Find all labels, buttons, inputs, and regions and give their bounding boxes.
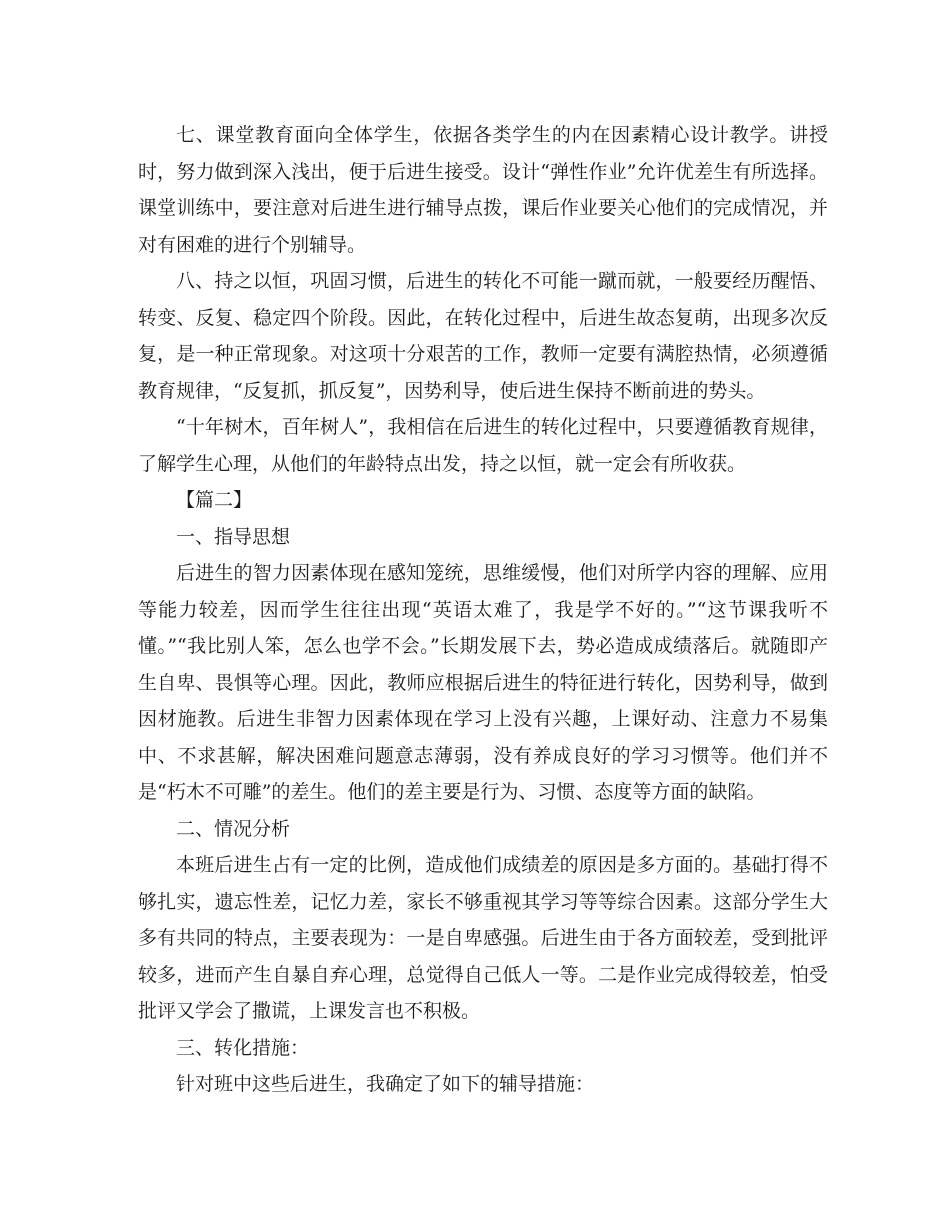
paragraph-closing: “十年树木，百年树人”，我相信在后进生的转化过程中，只要遵循教育规律，了解学生心理，从他们的年龄特点出发，持之以恒，就一定会有所收获。 <box>138 416 828 475</box>
paragraph-situation-analysis: 本班后进生占有一定的比例，造成他们成绩差的原因是多方面的。基础打得不够扎实，遗忘性差，记忆力差，家长不够重视其学习等等综合因素。这部分学生大多有共同的特点，主要表现为：一是自卑感强。后进生由于各方面较差，受到批评较多，进而产生自暴自弃心理，总觉得自己低人一等。二是作业完成得较差，怕受批评又学会了撒谎，上课发言也不积极。 <box>138 854 828 1022</box>
paragraph-seven: 七、课堂教育面向全体学生，依据各类学生的内在因素精心设计教学。讲授时，努力做到深入浅出，便于后进生接受。设计“弹性作业”允许优差生有所选择。课堂训练中，要注意对后进生进行辅导点拨，课后作业要关心他们的完成情况，并对有困难的进行个别辅导。 <box>138 124 828 256</box>
paragraph-measures-intro: 针对班中这些后进生，我确定了如下的辅导措施： <box>176 1073 595 1095</box>
heading-conversion-measures: 三、转化措施： <box>176 1036 310 1059</box>
document-body <box>138 117 828 1103</box>
heading-situation-analysis: 二、情况分析 <box>176 817 291 840</box>
paragraph-guiding-ideology: 后进生的智力因素体现在感知笼统，思维缓慢，他们对所学内容的理解、应用等能力较差，因而学生往往出现“英语太难了，我是学不好的。”“这节课我听不懂。”“我比别人笨，怎么也学不会。”长期发展下去，势必造成成绩落后。就随即产生自卑、畏惧等心理。因此，教师应根据后进生的特征进行转化，因势利导，做到因材施教。后进生非智力因素体现在学习上没有兴趣，上课好动、注意力不易集中、不求甚解，解决困难问题意志薄弱，没有养成良好的学习习惯等。他们并不是“朽木不可雕”的差生。他们的差主要是行为、习惯、态度等方面的缺陷。 <box>138 562 828 803</box>
section-title-part-two: 【篇二】 <box>176 489 253 511</box>
paragraph-eight: 八、持之以恒，巩固习惯，后进生的转化不可能一蹴而就，一般要经历醒悟、转变、反复、稳定四个阶段。因此，在转化过程中，后进生故态复萌，出现多次反复，是一种正常现象。对这项十分艰苦的工作，教师一定要有满腔热情，必须遵循教育规律，“反复抓，抓反复”，因势利导，使后进生保持不断前进的势头。 <box>138 270 828 402</box>
heading-guiding-ideology: 一、指导思想 <box>176 525 291 548</box>
